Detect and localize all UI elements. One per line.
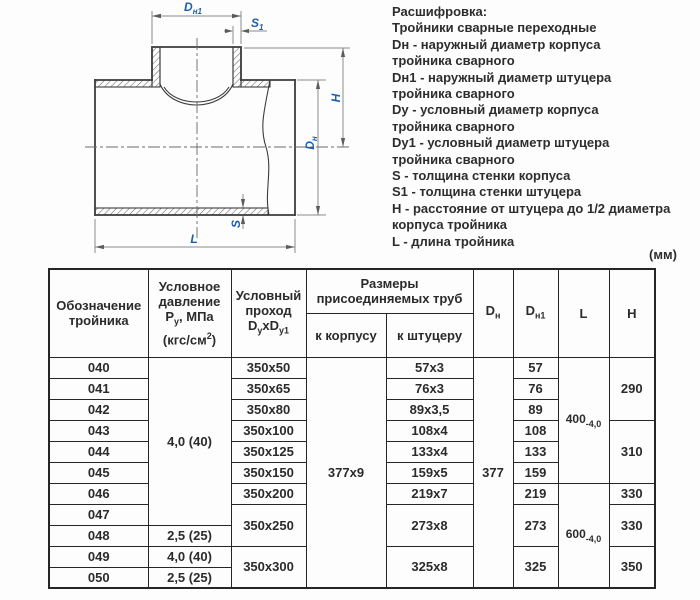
cell-pass: 350x300 <box>231 546 306 588</box>
cell-designation: 044 <box>49 441 148 462</box>
cell-H: 290 <box>609 357 655 420</box>
cell-pressure: 2,5 (25) <box>148 525 231 546</box>
col-header-dn: $D_н$ <box>473 269 513 357</box>
header-line: проход <box>245 302 292 318</box>
cell-dn1: 89 <box>513 399 558 420</box>
cell-pass: 350x150 <box>231 462 306 483</box>
cell-dn1: 219 <box>513 483 558 504</box>
dim-label-h: H <box>329 93 343 103</box>
col-header-H: H <box>609 269 655 357</box>
cell-dn1: 273 <box>513 504 558 546</box>
cell-to-stub: 108x4 <box>386 420 473 441</box>
legend-line: Dу1 - условный диаметр штуцера <box>392 135 610 151</box>
legend-line: тройника сварного <box>392 86 515 102</box>
legend-title: Расшифровка: <box>392 4 488 19</box>
cell-H: 350 <box>609 546 655 588</box>
header-line: $D_уxD_{у1}$ <box>247 317 290 336</box>
col-header-to-body: к корпусу <box>306 313 386 357</box>
cell-dn1: 76 <box>513 378 558 399</box>
cell-pass: 350x250 <box>231 504 306 546</box>
legend-line: Dн - наружный диаметр корпуса <box>392 36 601 52</box>
cell-designation: 047 <box>49 504 148 525</box>
legend-line: тройника сварного <box>392 53 515 69</box>
cell-pass: 350x100 <box>231 420 306 441</box>
header-line: $(кгс/см^2)$ <box>162 331 217 348</box>
col-header-pipe-sizes <box>306 269 473 313</box>
legend-line: Тройники сварные переходные <box>392 20 597 36</box>
legend-line: Dу - условный диаметр корпуса <box>392 102 599 118</box>
cell-L: $600_{-4,0}$ <box>558 483 609 588</box>
cell-pass: 350x80 <box>231 399 306 420</box>
cell-pressure: 4,0 (40) <box>148 357 231 525</box>
cell-H: 330 <box>609 483 655 504</box>
cell-designation: 050 <box>49 567 148 588</box>
cell-to-stub: 76x3 <box>386 378 473 399</box>
cell-to-stub: 325x8 <box>386 546 473 588</box>
cell-H: 330 <box>609 504 655 546</box>
legend-line: Dн1 - наружный диаметр штуцера <box>392 69 612 85</box>
cell-designation: 045 <box>49 462 148 483</box>
header-line: Обозначение <box>56 298 142 314</box>
header-line: Условный <box>235 287 302 303</box>
col-header-pressure <box>148 269 231 357</box>
dim-label-s: S <box>229 219 243 229</box>
cell-H: 310 <box>609 420 655 483</box>
legend-line: тройника сварного <box>392 118 515 134</box>
unit-note: (мм) <box>649 247 677 262</box>
legend <box>392 4 694 250</box>
cell-pass: 350x50 <box>231 357 306 378</box>
dim-label-s1: $S_1$ <box>251 16 264 32</box>
cell-L: $400_{-4,0}$ <box>558 357 609 483</box>
col-header-to-stub: к штуцеру <box>386 313 473 357</box>
cell-dn1: 159 <box>513 462 558 483</box>
tee-inner-lines <box>95 47 270 215</box>
legend-line: S - толщина стенки корпуса <box>392 168 571 184</box>
dim-label-dn: $D_н$ <box>303 136 319 150</box>
cell-dn1: 57 <box>513 357 558 378</box>
cell-pass: 350x65 <box>231 378 306 399</box>
table-row <box>49 357 655 378</box>
header-line: присоединяемых труб <box>316 291 463 307</box>
cell-dn1: 108 <box>513 420 558 441</box>
cell-to-stub: 219x7 <box>386 483 473 504</box>
col-header-dn1: $D_{н1}$ <box>513 269 558 357</box>
cell-designation: 040 <box>49 357 148 378</box>
cell-to-stub: 273x8 <box>386 504 473 546</box>
legend-line: L - длина тройника <box>392 233 515 249</box>
hatched-walls <box>95 47 270 215</box>
legend-line: тройника сварного <box>392 151 515 167</box>
legend-line: S1 - толщина стенки штуцера <box>392 184 582 200</box>
cell-to-stub: 57x3 <box>386 357 473 378</box>
cell-pass: 350x200 <box>231 483 306 504</box>
cell-to-body: 377x9 <box>306 357 386 588</box>
cell-dn1: 133 <box>513 441 558 462</box>
legend-line: H - расстояние от штуцера до 1/2 диаметра <box>392 200 671 216</box>
header-line: $P_у$, МПа <box>165 308 214 327</box>
cell-designation: 048 <box>49 525 148 546</box>
cell-to-stub: 159x5 <box>386 462 473 483</box>
header-line: тройника <box>68 313 129 329</box>
cell-to-stub: 133x4 <box>386 441 473 462</box>
header-line: Условное <box>158 278 221 294</box>
cell-dn: 377 <box>473 357 513 588</box>
cell-pass: 350x125 <box>231 441 306 462</box>
header-line: давление <box>158 293 221 309</box>
col-header-L: L <box>558 269 609 357</box>
cell-to-stub: 89x3,5 <box>386 399 473 420</box>
header-line: Размеры <box>360 276 419 292</box>
cell-designation: 042 <box>49 399 148 420</box>
cell-designation: 046 <box>49 483 148 504</box>
legend-line: корпуса тройника <box>392 217 508 233</box>
cell-designation: 049 <box>49 546 148 567</box>
cell-pressure: 2,5 (25) <box>148 567 231 588</box>
tee-drawing <box>0 0 390 262</box>
cell-designation: 041 <box>49 378 148 399</box>
cell-dn1: 325 <box>513 546 558 588</box>
dim-label-l: L <box>190 232 198 246</box>
col-header-designation <box>49 269 148 357</box>
tee-outline <box>95 47 295 215</box>
dim-label-dn1: $D_{н1}$ <box>184 0 202 16</box>
dimensions-table <box>48 268 656 589</box>
cell-pressure: 4,0 (40) <box>148 546 231 567</box>
col-header-pass <box>231 269 306 357</box>
cell-designation: 043 <box>49 420 148 441</box>
